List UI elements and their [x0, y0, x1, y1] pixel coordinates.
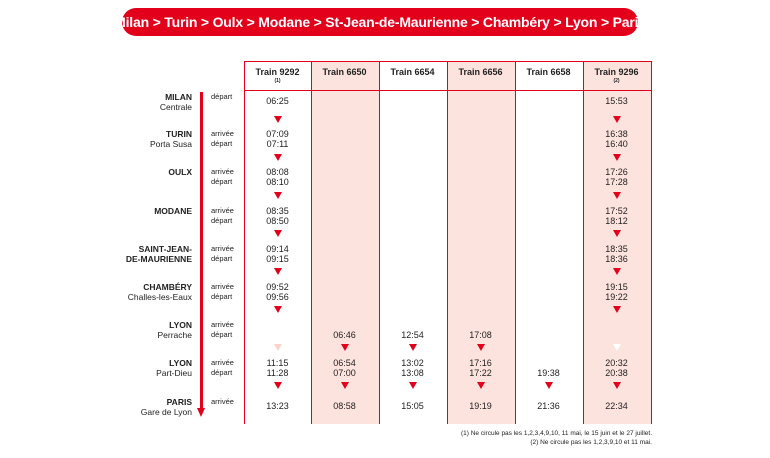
station-name: TURIN	[166, 129, 192, 139]
station-name: PARIS	[166, 397, 192, 407]
stop-type: départ	[211, 292, 233, 301]
departure-time: 19:19	[469, 401, 492, 411]
down-arrow-icon	[274, 154, 282, 161]
train-header	[515, 61, 582, 91]
down-arrow-icon	[613, 268, 621, 275]
stop-type: arrivée	[211, 244, 234, 253]
journey-arrow-icon	[197, 408, 205, 417]
stop-type: départ	[211, 139, 233, 148]
down-arrow-icon	[274, 306, 282, 313]
departure-time: 20:38	[605, 368, 628, 378]
table-rule	[244, 90, 651, 91]
down-arrow-icon	[409, 382, 417, 389]
down-arrow-icon	[341, 382, 349, 389]
footnote-2: (2) Ne circule pas les 1,2,3,9,10 et 11 mai.	[530, 439, 652, 446]
departure-time: 09:15	[266, 254, 289, 264]
stop-type: arrivée	[211, 206, 234, 215]
station-subname: Centrale	[159, 102, 192, 112]
stop-type: départ	[211, 92, 233, 101]
departure-time: 06:46	[333, 330, 356, 340]
departure-time: 18:36	[605, 254, 628, 264]
stop-type: arrivée	[211, 282, 234, 291]
stop-type: départ	[211, 368, 233, 377]
footnote-1: (1) Ne circule pas les 1,2,3,4,9,10, 11 mai, le 15 juin et le 27 juillet.	[460, 430, 652, 437]
departure-time: 17:28	[605, 177, 628, 187]
train-header	[244, 61, 311, 91]
station-label	[108, 167, 192, 177]
down-arrow-icon	[613, 230, 621, 237]
stop-type: arrivée	[211, 129, 234, 138]
stop-type: départ	[211, 216, 233, 225]
departure-time: 15:05	[401, 401, 424, 411]
table-rule	[244, 61, 651, 62]
departure-time: 13:02	[401, 358, 424, 368]
station-name: CHAMBÉRY	[143, 282, 192, 292]
departure-time: 17:26	[605, 167, 628, 177]
station-label	[108, 397, 192, 417]
departure-time: 19:22	[605, 292, 628, 302]
station-name: SAINT-JEAN-	[138, 244, 192, 254]
departure-time: 13:23	[266, 401, 289, 411]
station-name: MODANE	[154, 206, 192, 216]
departure-time: 18:12	[605, 216, 628, 226]
departure-time: 11:15	[266, 358, 289, 368]
train-name: Train 6654	[390, 67, 435, 77]
down-arrow-icon	[341, 344, 349, 351]
down-arrow-icon	[613, 154, 621, 161]
station-label	[108, 320, 192, 340]
station-subname: Part-Dieu	[156, 368, 192, 378]
stop-type: départ	[211, 177, 233, 186]
stop-type: départ	[211, 330, 233, 339]
departure-time: 20:32	[605, 358, 628, 368]
train-header	[311, 61, 378, 91]
departure-time: 22:34	[605, 401, 628, 411]
departure-time: 18:35	[605, 244, 628, 254]
station-name: LYON	[169, 320, 192, 330]
departure-time: 11:28	[266, 368, 289, 378]
train-name: Train 9292	[255, 67, 300, 77]
train-header	[447, 61, 514, 91]
train-header	[583, 61, 650, 91]
station-subname: Perrache	[157, 330, 192, 340]
down-arrow-icon	[409, 344, 417, 351]
down-arrow-icon	[613, 116, 621, 123]
stop-type: arrivée	[211, 358, 234, 367]
departure-time: 07:11	[266, 139, 289, 149]
station-name: MILAN	[165, 92, 192, 102]
station-label	[108, 129, 192, 149]
departure-time: 08:50	[266, 216, 289, 226]
journey-line	[200, 92, 203, 410]
train-name: Train 6650	[322, 67, 367, 77]
down-arrow-icon	[274, 268, 282, 275]
station-subname: Porta Susa	[149, 139, 192, 149]
departure-time: 09:52	[266, 282, 289, 292]
departure-time: 19:15	[605, 282, 628, 292]
station-label	[108, 358, 192, 378]
departure-time: 17:08	[469, 330, 492, 340]
departure-time: 15:53	[605, 96, 628, 106]
departure-time: 17:22	[469, 368, 492, 378]
station-name: LYON	[169, 358, 192, 368]
departure-time: 16:38	[605, 129, 628, 139]
down-arrow-icon	[613, 192, 621, 199]
departure-time: 07:00	[333, 368, 356, 378]
stop-type: arrivée	[211, 320, 234, 329]
stop-type: arrivée	[211, 397, 234, 406]
station-label	[108, 244, 192, 264]
down-arrow-icon	[613, 306, 621, 313]
station-subname: DE-MAURIENNE	[125, 254, 192, 264]
station-name: OULX	[168, 167, 192, 177]
train-name: Train 6658	[526, 67, 571, 77]
down-arrow-icon	[274, 344, 282, 351]
station-label	[108, 206, 192, 216]
departure-time: 12:54	[401, 330, 424, 340]
down-arrow-icon	[274, 230, 282, 237]
station-subname: Gare de Lyon	[140, 407, 192, 417]
train-note: (1)	[274, 78, 281, 84]
departure-time: 17:16	[469, 358, 492, 368]
departure-time: 21:36	[537, 401, 560, 411]
stop-type: départ	[211, 254, 233, 263]
down-arrow-icon	[477, 382, 485, 389]
departure-time: 07:09	[266, 129, 289, 139]
train-name: Train 9296	[594, 67, 639, 77]
departure-time: 08:10	[266, 177, 289, 187]
departure-time: 08:58	[333, 401, 356, 411]
departure-time: 09:56	[266, 292, 289, 302]
departure-time: 06:25	[266, 96, 289, 106]
station-label	[108, 92, 192, 112]
down-arrow-icon	[274, 382, 282, 389]
route-title: Milan > Turin > Oulx > Modane > St-Jean-de-Maurienne > Chambéry > Lyon > Paris	[114, 14, 646, 30]
stop-type: arrivée	[211, 167, 234, 176]
train-header	[379, 61, 446, 91]
departure-time: 13:08	[401, 368, 424, 378]
departure-time: 19:38	[537, 368, 560, 378]
train-name: Train 6656	[458, 67, 503, 77]
down-arrow-icon	[274, 116, 282, 123]
station-subname: Challes-les-Eaux	[127, 292, 192, 302]
departure-time: 06:54	[333, 358, 356, 368]
down-arrow-icon	[613, 344, 621, 351]
route-title-banner	[114, 8, 646, 36]
departure-time: 08:35	[266, 206, 289, 216]
train-note: (2)	[613, 78, 620, 84]
departure-time: 17:52	[605, 206, 628, 216]
down-arrow-icon	[545, 382, 553, 389]
down-arrow-icon	[613, 382, 621, 389]
departure-time: 16:40	[605, 139, 628, 149]
station-label	[108, 282, 192, 302]
down-arrow-icon	[274, 192, 282, 199]
departure-time: 09:14	[266, 244, 289, 254]
down-arrow-icon	[477, 344, 485, 351]
departure-time: 08:08	[266, 167, 289, 177]
